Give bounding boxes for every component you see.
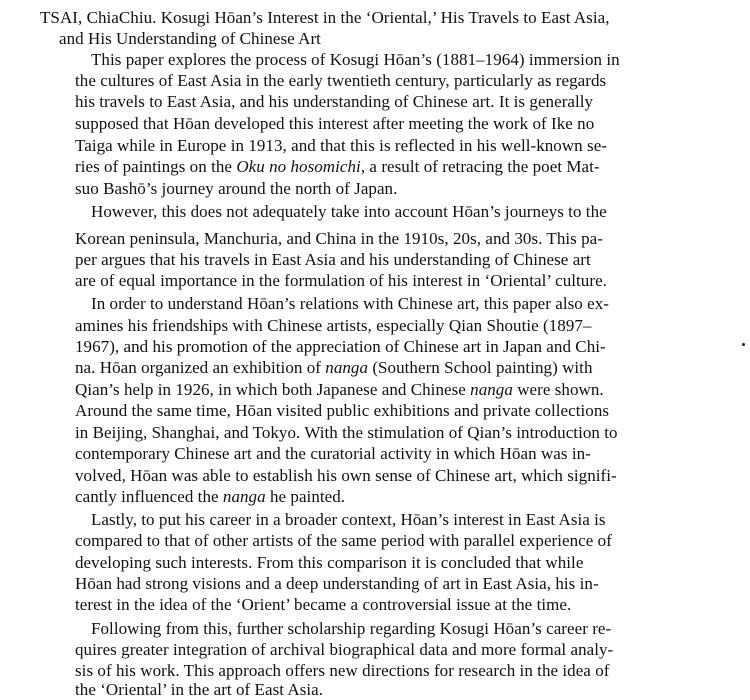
line-text: Following from this, further scholarship regarding Kosugi Hōan’s career re- [91,619,612,638]
italic-term: nanga [470,380,513,399]
line-text: 1967), and his promotion of the appreciation of Chinese art in Japan and Chi- [75,337,606,356]
paragraph-3-line-7 [75,422,618,443]
paragraph-5-line-3 [75,660,609,681]
paragraph-3-line-6 [75,400,609,421]
paragraph-5-line-4 [75,679,323,700]
italic-term: nanga [325,358,369,377]
line-text: amines his friendships with Chinese artists, especially Qian Shoutie (1897– [75,316,592,335]
paragraph-4-line-1 [91,509,606,530]
paragraph-3-line-1 [91,293,609,314]
line-text: Lastly, to put his career in a broader context, Hōan’s interest in East Asia is [91,510,606,529]
paragraph-1-line-5 [75,135,607,156]
paragraph-1-line-7 [75,178,397,199]
line-text: are of equal importance in the formulation of his interest in ‘Oriental’ culture. [75,271,607,290]
line-text: Taiga while in Europe in 1913, and that this is reflected in his well-known se- [75,136,607,155]
paragraph-3-line-5 [75,379,604,400]
line-text: , a result of retracing the poet Mat- [360,157,600,176]
line-text: contemporary Chinese art and the curatorial activity in which Hōan was in- [75,444,591,463]
line-text: he painted. [265,487,346,506]
paragraph-3-line-3 [75,336,606,357]
line-text: na. Hōan organized an exhibition of [75,358,326,377]
paragraph-1-line-2 [75,70,606,91]
line-text: quires greater integration of archival biographical data and more formal analy- [75,640,614,659]
paragraph-4-line-3 [75,552,583,573]
line-text: per argues that his travels in East Asia and his understanding of Chinese art [75,250,591,269]
italic-term: nanga [222,487,266,506]
paragraph-2-line-4 [75,270,607,291]
line-text: suo Bashō’s journey around the north of Japan. [75,179,398,198]
line-text: Hōan had strong visions and a deep understanding of art in East Asia, his in- [75,574,599,593]
line-text: Korean peninsula, Manchuria, and China in the 1910s, 20s, and 30s. This pa- [75,229,603,248]
line-text: However, this does not adequately take into account Hōan’s journeys to the [91,202,607,221]
line-text: terest in the idea of the ‘Orient’ became a controversial issue at the time. [75,595,572,614]
line-text: his travels to East Asia, and his understanding of Chinese art. It is generally [75,92,594,111]
paragraph-5-line-1 [91,618,611,639]
line-text: cantly influenced the [75,487,223,506]
paragraph-3-line-9 [75,465,617,486]
abstract-title-line-1 [40,7,610,28]
line-text: ries of paintings on the [75,157,237,176]
line-text: the cultures of East Asia in the early twentieth century, particularly as regards [75,71,607,90]
margin-mark [742,343,745,346]
paragraph-2-line-1 [91,201,607,222]
line-text: in Beijing, Shanghai, and Tokyo. With the stimulation of Qian’s introduction to [75,423,618,442]
paragraph-3-line-10 [75,486,345,507]
paragraph-4-line-5 [75,594,571,615]
paragraph-1-line-4 [75,113,594,134]
paragraph-4-line-2 [75,530,612,551]
line-text: Qian’s help in 1926, in which both Japanese and Chinese [75,380,471,399]
line-text: In order to understand Hōan’s relations with Chinese art, this paper also ex- [91,294,609,313]
abstract-title-line-2 [59,28,321,49]
line-text: and His Understanding of Chinese Art [59,29,321,48]
paragraph-3-line-4 [75,357,593,378]
line-text: (Southern School painting) with [368,358,593,377]
line-text: volved, Hōan was able to establish his own sense of Chinese art, which signifi- [75,466,617,485]
line-text: compared to that of other artists of the same period with parallel experience of [75,531,612,550]
line-text: Around the same time, Hōan visited public exhibitions and private collections [75,401,610,420]
line-text: were shown. [512,380,604,399]
paragraph-3-line-2 [75,315,592,336]
line-text: TSAI, ChiaChiu. Kosugi Hōan’s Interest in the ‘Oriental,’ His Travels to East Asia, [40,8,610,27]
line-text: the ‘Oriental’ in the art of East Asia. [75,680,324,699]
line-text: sis of his work. This approach offers new directions for research in the idea of [75,661,610,680]
paragraph-3-line-8 [75,443,591,464]
paragraph-1-line-1 [91,49,620,70]
line-text: supposed that Hōan developed this interest after meeting the work of Ike no [75,114,595,133]
paragraph-1-line-6 [75,156,600,177]
paragraph-2-line-3 [75,249,591,270]
line-text: This paper explores the process of Kosugi Hōan’s (1881–1964) immersion in [91,50,620,69]
paragraph-4-line-4 [75,573,599,594]
paragraph-5-line-2 [75,639,613,660]
paragraph-1-line-3 [75,91,593,112]
italic-term: Oku no hosomichi [236,157,361,176]
line-text: developing such interests. From this comparison it is concluded that while [75,553,584,572]
paragraph-2-line-2 [75,228,603,249]
